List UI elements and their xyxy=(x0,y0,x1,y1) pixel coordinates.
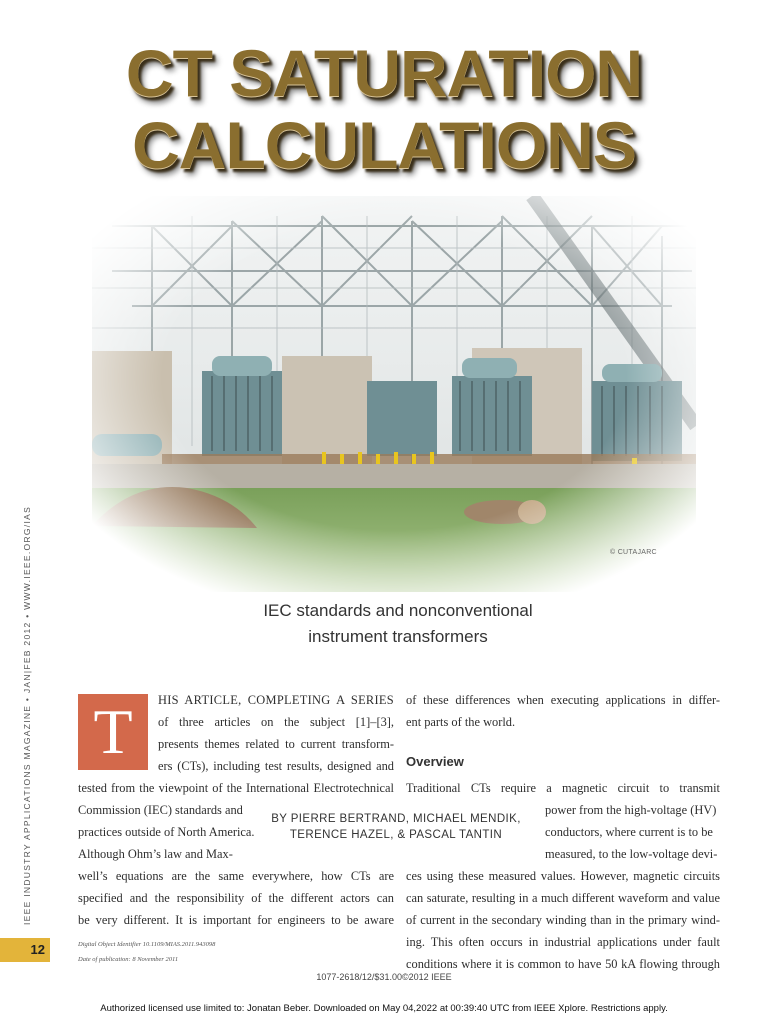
subtitle-line-2: instrument transformers xyxy=(308,627,488,646)
substation-photo xyxy=(92,196,696,592)
body-line: tested from the viewpoint of the International Electrotechnical xyxy=(78,781,394,795)
article-subtitle xyxy=(150,598,646,650)
issn-copyright: 1077-2618/12/$31.00©2012 IEEE xyxy=(316,972,452,982)
body-line: of these differences when executing applications in differ- xyxy=(406,693,720,707)
body-line: Traditional CTs require a magnetic circuit to transmit xyxy=(406,781,720,795)
body-line: conditions where it is common to have 50 kA flowing through xyxy=(406,957,720,971)
author-byline xyxy=(262,811,530,843)
publication-date: Date of publication: 8 November 2011 xyxy=(78,956,179,963)
byline-line-1: BY PIERRE BERTRAND, MICHAEL MENDIK, xyxy=(271,813,521,825)
body-line: ers (CTs), including test results, designed and xyxy=(158,759,394,773)
body-line: ing. This often occurs in industrial applications under fault xyxy=(406,935,720,949)
body-line: power from the high-voltage (HV) xyxy=(545,803,717,817)
body-line: well’s equations are the same everywhere, how CTs are xyxy=(78,869,394,883)
body-line: Commission (IEC) standards and xyxy=(78,803,243,817)
body-line: practices outside of North America. xyxy=(78,825,255,839)
body-line: of three articles on the subject [1]–[3], xyxy=(158,715,394,729)
subtitle-line-1: IEC standards and nonconventional xyxy=(263,601,533,620)
journal-sidebar: IEEE INDUSTRY APPLICATIONS MAGAZINE • JAN|FEB 2012 • WWW.IEEE.ORG/IAS xyxy=(22,505,32,925)
body-line: HIS ARTICLE, COMPLETING A SERIES xyxy=(158,693,394,707)
doi-note: Digital Object Identifier 10.1109/MIAS.2011.943098 xyxy=(78,941,216,948)
body-line: measured, to the low-voltage devi- xyxy=(545,847,718,861)
byline-line-2: TERENCE HAZEL, & PASCAL TANTIN xyxy=(289,829,503,841)
section-heading-overview: Overview xyxy=(406,754,464,769)
drop-cap: T xyxy=(78,694,148,770)
article-title-line-2: CALCULATIONS xyxy=(132,108,636,182)
body-line: of current in the secondary winding than in the primary wind- xyxy=(406,913,720,927)
license-notice: Authorized licensed use limited to: Jonatan Beber. Downloaded on May 04,2022 at 00:39:40 UTC from IEEE Xplore. Restrictions apply. xyxy=(100,1003,668,1014)
body-line: presents themes related to current transform- xyxy=(158,737,394,751)
body-line: ces using these measured values. However, magnetic circuits xyxy=(406,869,720,883)
body-line: can saturate, resulting in a much different waveform and value xyxy=(406,891,720,905)
article-title-line-1: CT SATURATION xyxy=(125,36,643,110)
photo-credit: © CUTAJARC xyxy=(610,549,657,556)
body-line: be very different. It is important for engineers to be aware xyxy=(78,913,394,927)
page-number: 12 xyxy=(0,938,50,962)
body-line: Although Ohm’s law and Max- xyxy=(78,847,233,861)
body-line: specified and the responsibility of the different actors can xyxy=(78,891,394,905)
body-line: conductors, where current is to be xyxy=(545,825,713,839)
body-line: ent parts of the world. xyxy=(406,715,516,729)
